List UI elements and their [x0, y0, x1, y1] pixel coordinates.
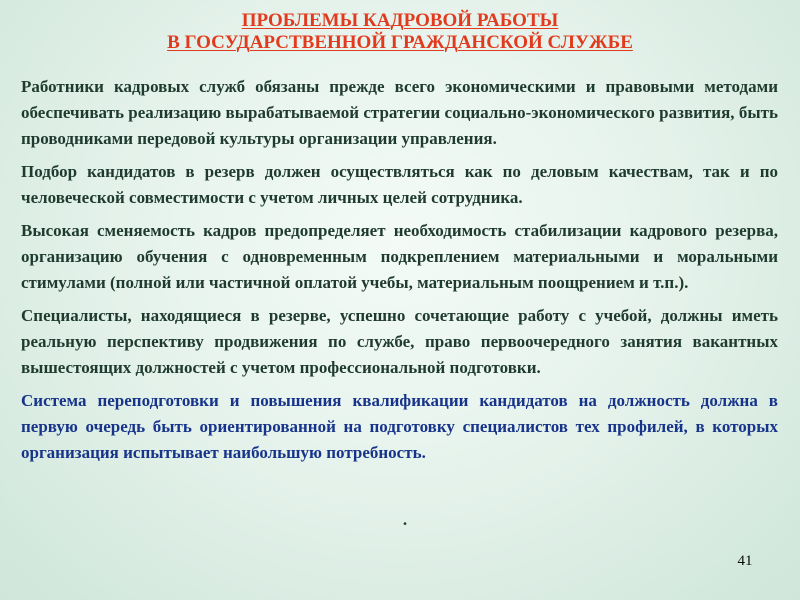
page-number: 41 [737, 553, 753, 569]
paragraph-reserve-specialists: Специалисты, находящиеся в резерве, успешно сочетающие работу с учебой, должны иметь реальную перспективу продвижения по службе, право первоочередного занятия вакантных вышестоящих должностей с учетом профессиональной подготовки. [21, 306, 778, 377]
paragraph-hr-duties: Работники кадровых служб обязаны прежде всего экономическими и правовыми методами обеспечивать реализацию вырабатываемой стратегии социально-экономического развития, быть проводниками передовой культуры организации управления. [21, 77, 778, 148]
slide-title-line-2: В ГОСУДАРСТВЕННОЙ ГРАЖДАНСКОЙ СЛУЖБЕ [167, 32, 633, 53]
slide-title-line-1: ПРОБЛЕМЫ КАДРОВОЙ РАБОТЫ [241, 10, 559, 31]
paragraph-reserve-selection: Подбор кандидатов в резерв должен осуществляться как по деловым качествам, так и по человеческой совместимости с учетом личных целей сотрудника. [21, 162, 778, 207]
slide-body [21, 74, 778, 473]
trailing-dot: . [402, 510, 408, 529]
paragraph-staff-turnover: Высокая сменяемость кадров предопределяет необходимость стабилизации кадрового резерва, организацию обучения с одновременным подкреплением материальными и моральными стимулами (полной или частичной оплатой учебы, материальным поощрением и т.п.). [21, 221, 778, 292]
slide-title [0, 10, 800, 54]
paragraph-retraining-system: Система переподготовки и повышения квалификации кандидатов на должность должна в первую очередь быть ориентированной на подготовку специалистов тех профилей, в которых организация испытывает наибольшую потребность. [21, 391, 778, 462]
